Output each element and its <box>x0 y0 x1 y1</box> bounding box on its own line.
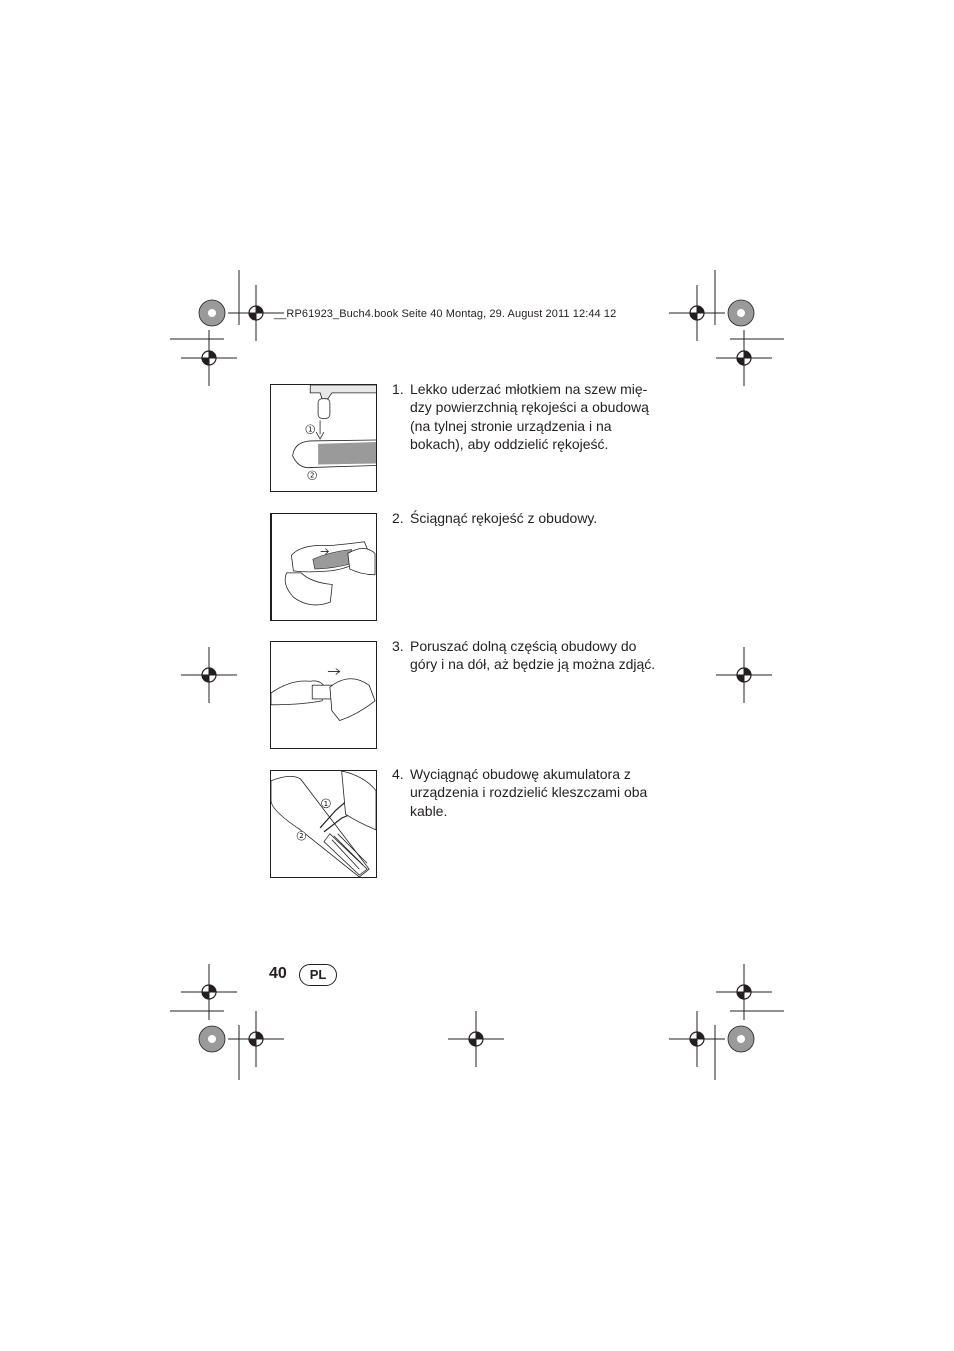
callout-2: 2 <box>310 471 315 480</box>
step-number: 3. <box>392 638 404 654</box>
figure-cut-cables <box>270 770 377 878</box>
step-text: Ściągnąć rękojeść z obudowy. <box>410 510 598 526</box>
step-2 <box>392 509 682 527</box>
step-text: Lekko uderzać młotkiem na szew mię- dzy powierzchnią rękojeści a obudową (na tylnej stronie urządzenia i na bokach), aby oddzielić rękojeść. <box>410 381 649 452</box>
step-number: 1. <box>392 381 404 397</box>
print-header: __RP61923_Buch4.book Seite 40 Montag, 29. August 2011 12:44 12 <box>274 308 617 320</box>
figure-hammer-tap <box>270 384 377 492</box>
step-1 <box>392 380 682 453</box>
step-number: 4. <box>392 766 404 782</box>
step-4 <box>392 765 682 820</box>
figure-pull-handle <box>270 513 377 621</box>
step-number: 2. <box>392 510 404 526</box>
callout-1: 1 <box>308 425 313 434</box>
callout-2: 2 <box>299 832 304 841</box>
language-badge: PL <box>299 964 337 986</box>
step-3 <box>392 637 682 674</box>
figure-move-lower-housing <box>270 641 377 749</box>
step-text: Poruszać dolną częścią obudowy do góry i na dół, aż będzie ją można zdjąć. <box>410 638 656 673</box>
step-text: Wyciągnąć obudowę akumulatora z urządzenia i rozdzielić kleszczami oba kable. <box>410 766 648 819</box>
page-number: 40 <box>269 965 287 982</box>
callout-1: 1 <box>323 799 329 808</box>
